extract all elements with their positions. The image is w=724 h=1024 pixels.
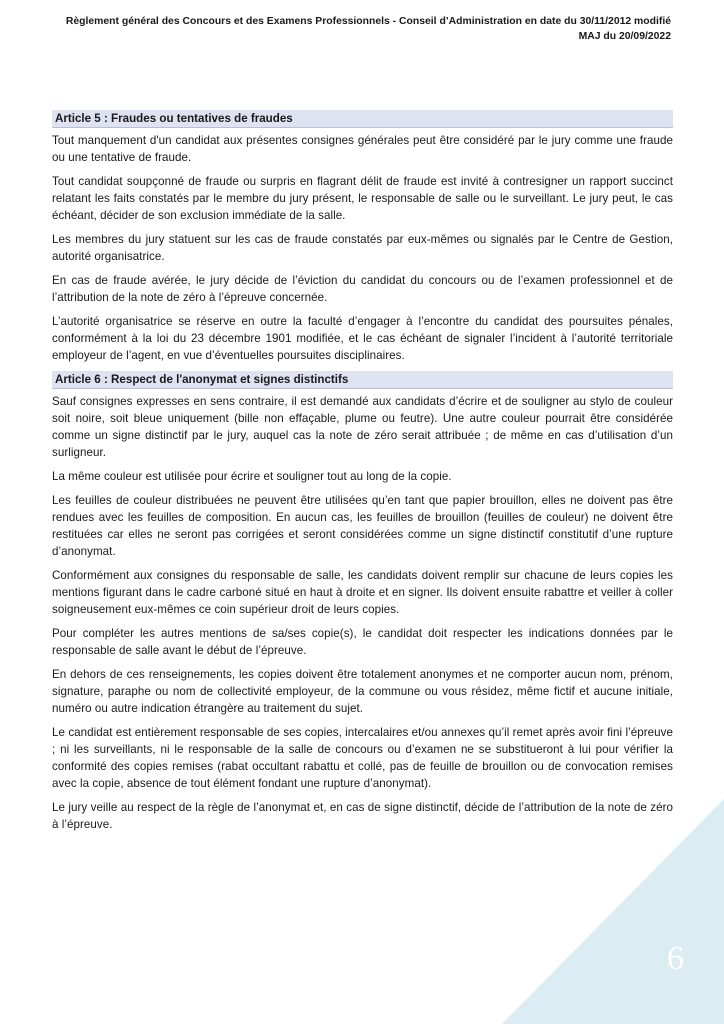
paragraph: L’autorité organisatrice se réserve en outre la faculté d’engager à l’encontre du candidat des poursuites pénales, conformément à la loi du 23 décembre 1901 modifiée, et le cas échéant de signaler l’incident à l’autorité territoriale employeur de l’agent, en vue d’éventuelles poursuites disciplinaires. [52,315,673,362]
paragraph: Les feuilles de couleur distribuées ne peuvent être utilisées qu’en tant que papier brouillon, elles ne doivent pas être rendues avec les feuilles de composition. En aucun cas, les feuilles de brouillon (feuilles de couleur) ne doivent être restituées car elles ne seront pas corrigées et seront considérées comme un signe distinctif constitutif d’une rupture d’anonymat. [52,494,673,558]
paragraph: Le jury veille au respect de la règle de l’anonymat et, en cas de signe distinctif, décide de l’attribution de la note de zéro à l’épreuve. [52,801,673,831]
paragraph: Conformément aux consignes du responsable de salle, les candidats doivent remplir sur chacune de leurs copies les mentions figurant dans le cadre carboné situé en haut à droite et en signer. Ils doivent ensuite rabattre et veiller à coller soigneusement eux-mêmes ce coin supérieur droit de leurs copies. [52,569,673,616]
paragraph: Le candidat est entièrement responsable de ses copies, intercalaires et/ou annexes qu’il remet après avoir fini l’épreuve ; ni les surveillants, ni le responsable de la salle de concours ou d’examen ne se substitueront à lui pour vérifier la conformité des copies remises (rabat occultant rabattu et collé, pas de feuille de brouillon ou de convocation remises avec la copie, absence de tout élément fondant une rupture d’anonymat). [52,726,673,790]
article-5-section [52,110,673,364]
paragraph: En cas de fraude avérée, le jury décide de l’éviction du candidat du concours ou de l’examen professionnel et de l’attribution de la note de zéro à l’épreuve concernée. [52,274,673,304]
corner-decoration [502,799,724,1024]
page-header [31,14,671,44]
paragraph: Sauf consignes expresses en sens contraire, il est demandé aux candidats d’écrire et de souligner au stylo de couleur soit noire, soit bleue uniquement (bille non effaçable, plume ou feutre). Une autre couleur pourrait être considérée comme un signe distinctif par le jury, auquel cas la note de zéro serait attribuée ; de même en cas d’utilisation d’un surligneur. [52,395,673,459]
paragraph: La même couleur est utilisée pour écrire et souligner tout au long de la copie. [52,470,452,483]
paragraph: En dehors de ces renseignements, les copies doivent être totalement anonymes et ne comporter aucun nom, prénom, signature, paraphe ou nom de collectivité employeur, de la commune ou vous résidez, même fictif et aucune initiale, numéro ou autre indication étrangère au traitement du sujet. [52,668,673,715]
article-6-heading: Article 6 : Respect de l'anonymat et signes distinctifs [52,371,673,389]
paragraph: Tout candidat soupçonné de fraude ou surpris en flagrant délit de fraude est invité à contresigner un rapport succinct relatant les faits constatés par le membre du jury présent, le responsable de salle ou le surveillant. Le jury peut, le cas échéant, décider de son exclusion immédiate de la salle. [52,175,673,222]
article-5-heading: Article 5 : Fraudes ou tentatives de fraudes [52,110,673,128]
paragraph: Les membres du jury statuent sur les cas de fraude constatés par eux-mêmes ou signalés par le Centre de Gestion, autorité organisatrice. [52,233,673,263]
document-body [52,110,673,840]
page-number: 6 [667,940,684,977]
header-update-date: MAJ du 20/09/2022 [578,31,671,42]
article-6-section [52,371,673,833]
paragraph: Pour compléter les autres mentions de sa/ses copie(s), le candidat doit respecter les indications données par le responsable de salle avant le début de l’épreuve. [52,627,673,657]
paragraph: Tout manquement d'un candidat aux présentes consignes générales peut être considéré par le jury comme une fraude ou une tentative de fraude. [52,134,673,164]
header-title: Règlement général des Concours et des Examens Professionnels - Conseil d’Administration en date du 30/11/2012 modifié [65,16,671,27]
